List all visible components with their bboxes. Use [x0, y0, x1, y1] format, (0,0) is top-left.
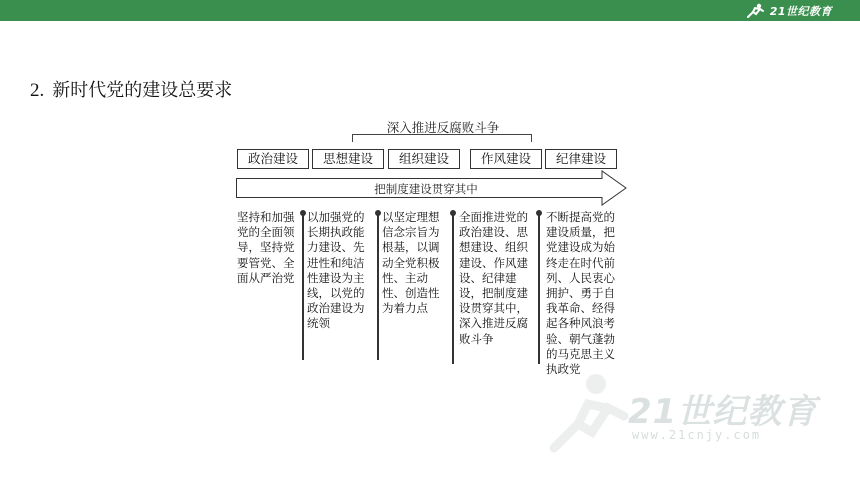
box-discipline: 纪律建设 — [545, 149, 617, 169]
section-number: 2. — [30, 80, 45, 101]
arrow-label: 把制度建设贯穿其中 — [374, 182, 478, 196]
runner-icon — [744, 3, 766, 19]
top-bracket — [352, 134, 532, 142]
brand-logo — [744, 2, 832, 20]
column-comprehensive: 全面推进党的政治建设、思想建设、组织建设、作风建设、纪律建设，把制度建设贯穿其中，深入推进反腐败斗争 — [459, 210, 528, 346]
section-title: 新时代党的建设总要求 — [52, 80, 233, 101]
column-divider — [377, 212, 379, 360]
box-ideological: 思想建设 — [312, 149, 384, 169]
box-political: 政治建设 — [237, 149, 309, 169]
box-organizational: 组织建设 — [388, 149, 460, 169]
column-divider — [302, 212, 304, 360]
column-divider — [538, 212, 540, 364]
box-style: 作风建设 — [470, 149, 542, 169]
column-divider — [452, 212, 454, 364]
column-foundation: 以坚定理想信念宗旨为根基，以调动全党积极性、主动性、创造性为着力点 — [382, 210, 440, 316]
section-heading — [30, 76, 232, 102]
column-leadership: 坚持和加强党的全面领导，坚持党要管党、全面从严治党 — [237, 210, 295, 285]
watermark-url: www.21cnjy.com — [632, 428, 762, 442]
top-banner — [0, 0, 860, 21]
top-label: 深入推进反腐败斗争 — [386, 120, 500, 135]
watermark-text: 21世纪教育 — [628, 392, 818, 432]
construction-boxes — [0, 149, 860, 169]
brand-text: 21世纪教育 — [769, 5, 832, 18]
column-main-line: 以加强党的长期执政能力建设、先进性和纯洁性建设为主线，以党的政治建设为统领 — [307, 210, 365, 331]
column-goal: 不断提高党的建设质量，把党建设成为始终走在时代前列、人民衷心拥护、勇于自我革命、经得起各种风浪考验、朝气蓬勃的马克思主义执政党 — [546, 210, 615, 377]
